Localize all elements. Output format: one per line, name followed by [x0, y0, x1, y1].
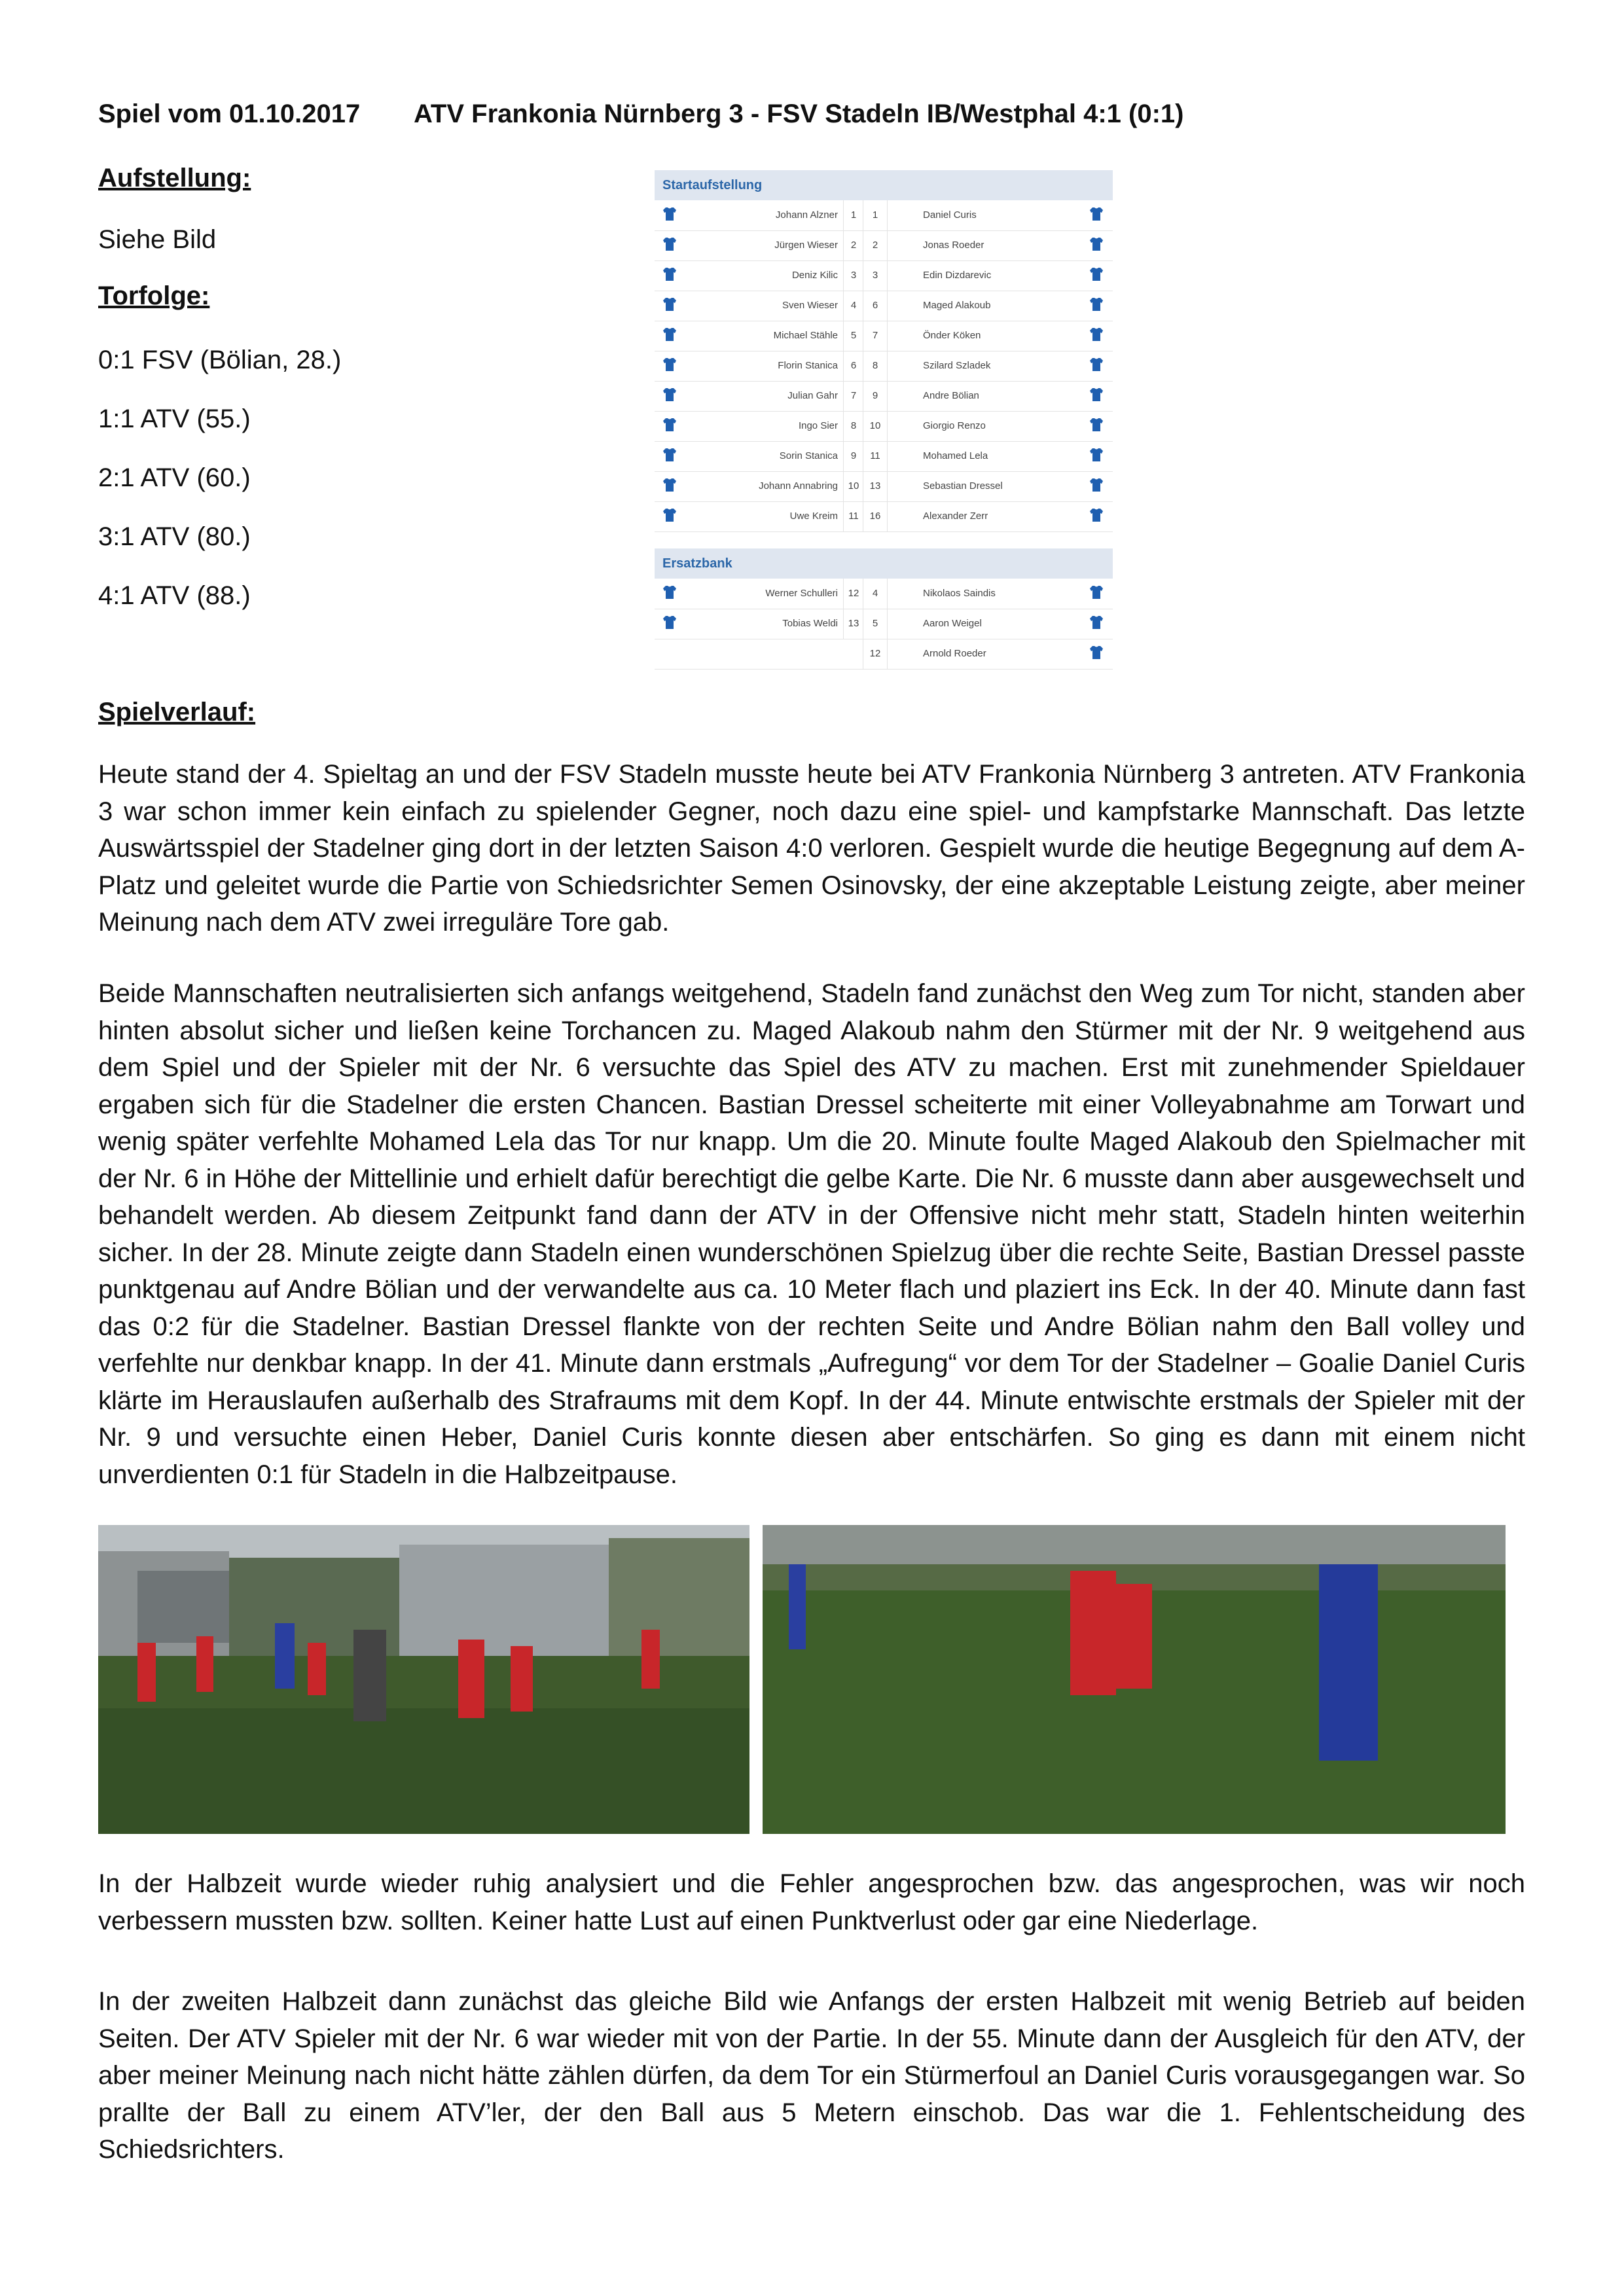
away-number: 10 — [863, 411, 888, 441]
away-number: 2 — [863, 230, 888, 260]
away-player: Jonas Roeder — [923, 240, 984, 251]
home-number: 5 — [843, 321, 863, 351]
lineup-row — [655, 579, 1113, 609]
away-player: Edin Dizdarevic — [923, 270, 992, 281]
home-player: Uwe Kreim — [789, 511, 838, 522]
away-number: 13 — [863, 471, 888, 501]
paragraph-2: Beide Mannschaften neutralisierten sich anfangs weitgehend, Stadeln fand zunächst den Weg zum Tor nicht, standen aber hinten absolut sicher und ließen keine Torchancen zu. Maged Alakoub nahm den Stürmer mit der Nr. 9 weitgehend aus dem Spiel und der Spieler mit der Nr. 6 versuchte das Spiel des ATV zu machen. Erst mit zunehmender Spieldauer ergaben sich für die Stadelner die ersten Chancen. Bastian Dressel scheiterte mit einer Volleyabnahme am Torwart und wenig später verfehlte Mohamed Lela das Tor nur knapp. Um die 20. Minute foulte Maged Alakoub den Spielmacher mit der Nr. 6 in Höhe der Mittellinie und erhielt dafür berechtigt die gelbe Karte. Die Nr. 6 musste dann aber ausgewechselt und behandelt werden. Ab diesem Zeitpunkt fand dann der ATV in der Offensive nicht mehr statt, Stadeln hinten weiterhin sicher. In der 28. Minute zeigte dann Stadeln einen wunderschönen Spielzug über die rechte Seite, Bastian Dressel passte punktgenau auf Andre Bölian und der verwandelte aus ca. 10 Meter flach und plaziert ins Eck. In der 40. Minute dann fast das 0:2 für die Stadelner. Bastian Dressel flankte von der rechten Seite und Andre Bölian nahm den Ball volley und verfehlte nur denkbar knapp. In der 41. Minute dann erstmals „Aufregung“ vor dem Tor der Stadelner – Goalie Daniel Curis klärte im Herauslaufen außerhalb des Strafraums mit dem Kopf. In der 44. Minute entwischte erstmals der Spieler mit der Nr. 9 und versuchte einen Heber, Daniel Curis konnte diesen aber entschärfen. So ging es dann mit einem nicht unverdienten 0:1 für Stadeln in die Halbzeitpause. — [98, 979, 1525, 1489]
home-number: 11 — [843, 501, 863, 531]
shirt-icon — [1088, 236, 1105, 253]
shirt-icon — [661, 266, 678, 283]
home-player: Sven Wieser — [782, 300, 838, 311]
away-player: Alexander Zerr — [923, 511, 988, 522]
away-player: Mohamed Lela — [923, 450, 988, 461]
paragraph-1: Heute stand der 4. Spieltag an und der FSV Stadeln musste heute bei ATV Frankonia Nürnberg 3 antreten. ATV Frankonia 3 war schon immer kein einfach zu spielender Gegner, noch dazu eine spiel- und kampfstarke Mannschaft. Das letzte Auswärtsspiel der Stadelner ging dort in der letzten Saison 4:0 verloren. Gespielt wurde die heutige Begegnung auf dem A-Platz und geleitet wurde die Partie von Schiedsrichter Semen Osinovsky, der eine akzeptable Leistung zeigte, aber meiner Meinung nach dem ATV zwei irreguläre Tore gab. — [98, 760, 1525, 937]
lineup-row — [655, 471, 1113, 502]
away-player: Aaron Weigel — [923, 618, 982, 629]
away-number: 8 — [863, 351, 888, 381]
shirt-icon — [661, 476, 678, 493]
lineup-heading: Aufstellung: — [98, 164, 251, 192]
shirt-icon — [1088, 206, 1105, 223]
lineup-row — [655, 230, 1113, 261]
home-player: Deniz Kilic — [791, 270, 838, 281]
goal-item: 2:1 ATV (60.) — [98, 463, 251, 492]
home-number: 12 — [843, 579, 863, 609]
shirt-icon — [1088, 507, 1105, 524]
away-player: Szilard Szladek — [923, 360, 991, 371]
home-number: 3 — [843, 260, 863, 291]
lineup-row — [655, 291, 1113, 321]
shirt-icon — [661, 416, 678, 433]
goal-item: 3:1 ATV (80.) — [98, 522, 251, 551]
lineup-image — [655, 170, 1113, 673]
away-number: 16 — [863, 501, 888, 531]
shirt-icon — [661, 584, 678, 601]
start-lineup-title: Startaufstellung — [655, 170, 1113, 200]
course-heading: Spielverlauf: — [98, 698, 256, 726]
shirt-icon — [1088, 416, 1105, 433]
lineup-row — [655, 200, 1113, 231]
away-player: Önder Köken — [923, 330, 981, 341]
shirt-icon — [661, 236, 678, 253]
lineup-row — [655, 351, 1113, 382]
home-number: 4 — [843, 291, 863, 321]
away-number: 3 — [863, 260, 888, 291]
shirt-icon — [1088, 386, 1105, 403]
shirt-icon — [1088, 476, 1105, 493]
home-player: Ingo Sier — [798, 420, 838, 431]
shirt-icon — [1088, 584, 1105, 601]
away-number: 12 — [863, 639, 888, 669]
goals-heading: Torfolge: — [98, 281, 210, 310]
home-number: 8 — [843, 411, 863, 441]
bench-title: Ersatzbank — [655, 548, 1113, 579]
match-photo-right — [763, 1525, 1506, 1834]
match-title: ATV Frankonia Nürnberg 3 - FSV Stadeln IB/Westphal 4:1 (0:1) — [414, 99, 1184, 128]
goal-item: 1:1 ATV (55.) — [98, 404, 251, 433]
home-number: 2 — [843, 230, 863, 260]
away-player: Nikolaos Saindis — [923, 588, 996, 599]
shirt-icon — [661, 614, 678, 631]
away-number: 6 — [863, 291, 888, 321]
lineup-row — [655, 321, 1113, 351]
shirt-icon — [661, 507, 678, 524]
lineup-row — [655, 609, 1113, 639]
away-player: Daniel Curis — [923, 209, 977, 221]
home-player: Johann Annabring — [759, 480, 838, 492]
home-player: Tobias Weldi — [782, 618, 838, 629]
goal-item: 0:1 FSV (Bölian, 28.) — [98, 346, 342, 374]
lineup-row — [655, 441, 1113, 472]
shirt-icon — [1088, 266, 1105, 283]
away-number: 4 — [863, 579, 888, 609]
away-player: Giorgio Renzo — [923, 420, 986, 431]
shirt-icon — [661, 296, 678, 313]
home-player: Johann Alzner — [775, 209, 838, 221]
shirt-icon — [1088, 644, 1105, 661]
away-number: 7 — [863, 321, 888, 351]
home-number: 1 — [843, 200, 863, 230]
goal-item: 4:1 ATV (88.) — [98, 581, 251, 610]
away-player: Maged Alakoub — [923, 300, 991, 311]
match-date: Spiel vom 01.10.2017 — [98, 99, 361, 128]
shirt-icon — [1088, 446, 1105, 463]
home-player: Julian Gahr — [787, 390, 838, 401]
away-player: Arnold Roeder — [923, 648, 986, 659]
shirt-icon — [661, 356, 678, 373]
away-number: 5 — [863, 609, 888, 639]
paragraph-3: In der Halbzeit wurde wieder ruhig analysiert und die Fehler angesprochen bzw. das angesprochen, was wir noch verbessern mussten bzw. sollten. Keiner hatte Lust auf einen Punktverlust oder gar eine Niederlage. — [98, 1869, 1525, 1935]
away-number: 1 — [863, 200, 888, 230]
away-number: 11 — [863, 441, 888, 471]
shirt-icon — [1088, 296, 1105, 313]
shirt-icon — [661, 386, 678, 403]
home-number: 9 — [843, 441, 863, 471]
home-player: Jürgen Wieser — [774, 240, 838, 251]
home-number: 13 — [843, 609, 863, 639]
lineup-row — [655, 260, 1113, 291]
home-number: 10 — [843, 471, 863, 501]
away-number: 9 — [863, 381, 888, 411]
shirt-icon — [1088, 326, 1105, 343]
lineup-row — [655, 639, 1113, 670]
lineup-row — [655, 381, 1113, 412]
shirt-icon — [661, 326, 678, 343]
away-player: Sebastian Dressel — [923, 480, 1003, 492]
home-player: Florin Stanica — [778, 360, 838, 371]
shirt-icon — [1088, 356, 1105, 373]
home-player: Sorin Stanica — [779, 450, 838, 461]
shirt-icon — [661, 206, 678, 223]
shirt-icon — [661, 446, 678, 463]
lineup-row — [655, 411, 1113, 442]
home-number: 6 — [843, 351, 863, 381]
home-number: 7 — [843, 381, 863, 411]
lineup-note: Siehe Bild — [98, 225, 217, 254]
away-player: Andre Bölian — [923, 390, 979, 401]
paragraph-4: In der zweiten Halbzeit dann zunächst das gleiche Bild wie Anfangs der ersten Halbzeit mit wenig Betrieb auf beiden Seiten. Der ATV Spieler mit der Nr. 6 war wieder mit von der Partie. In der 55. Minute dann der Ausgleich für den ATV, der aber meiner Meinung nach nicht hätte zählen dürfen, da dem Tor ein Stürmerfoul an Daniel Curis vorausgegangen war. So prallte der Ball zu einem ATV’ler, der den Ball aus 5 Metern einschob. Das war die 1. Fehlentscheidung des Schiedsrichters. — [98, 1987, 1525, 2164]
shirt-icon — [1088, 614, 1105, 631]
match-photo-left — [98, 1525, 749, 1834]
home-player: Michael Stähle — [773, 330, 838, 341]
lineup-row — [655, 501, 1113, 532]
home-player: Werner Schulleri — [765, 588, 838, 599]
